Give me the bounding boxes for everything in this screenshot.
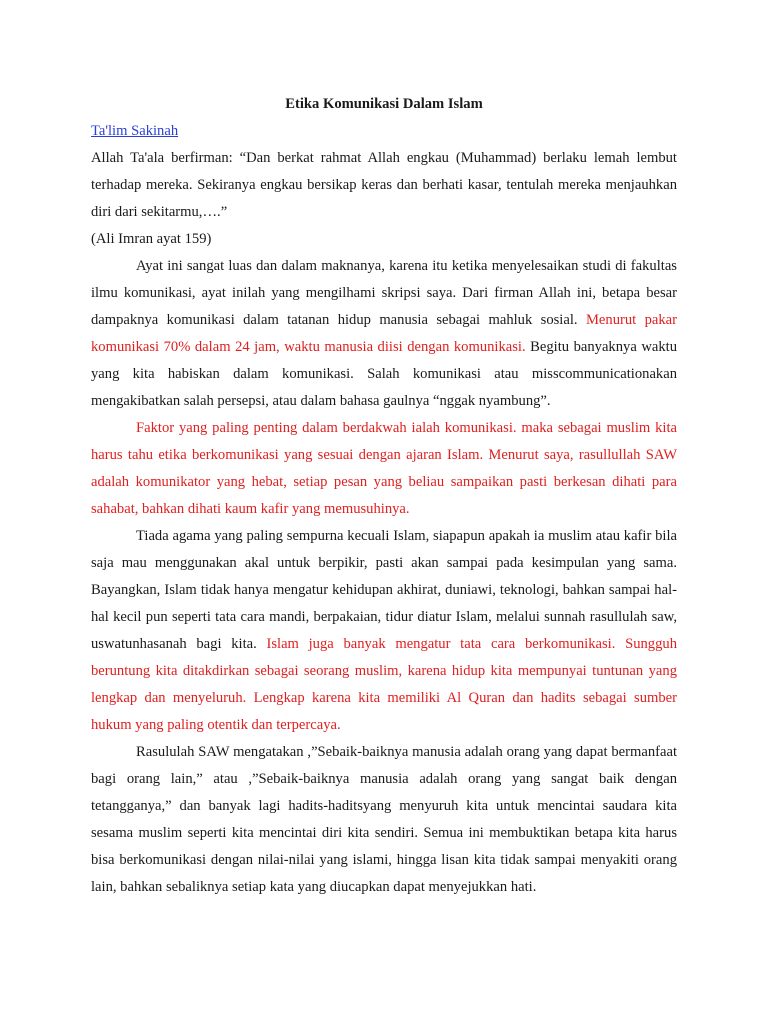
paragraph-2-highlight: Faktor yang paling penting dalam berdakwah ialah komunikasi. maka sebagai muslim kita harus tahu etika berkomunikasi yang sesuai dengan ajaran Islam. Menurut saya, rasullullah SAW adalah komunikator yang hebat, setiap pesan yang beliau sampaikan pasti berkesan dihati para sahabat, bahkan dihati kaum kafir yang memusuhinya. xyxy=(91,420,677,517)
paragraph-3-text: Tiada agama yang paling sempurna kecuali Islam, siapapun apakah ia muslim atau kafir bila saja mau menggunakan akal untuk berpikir, pasti akan sampai pada kesimpulan yang sama. Bayangkan, Islam tidak hanya mengatur kehidupan akhirat, duniawi, teknologi, bahkan sampai hal-hal kecil pun seperti tata cara mandi, berpakaian, tidur diatur Islam, melalui sunnah rasullulah saw, uswatunhasanah bagi kita. xyxy=(91,528,677,652)
document-page xyxy=(91,91,677,901)
paragraph-4: Rasululah SAW mengatakan ,”Sebaik-baiknya manusia adalah orang yang dapat bermanfaat bagi orang lain,” atau ,”Sebaik-baiknya manusia adalah orang yang sangat baik dengan tetangganya,” dan banyak lagi hadits-haditsyang menyuruh kita untuk mencintai saudara kita sesama muslim seperti kita mencintai diri kita sendiri. Semua ini membuktikan betapa kita harus bisa berkomunikasi dengan nilai-nilai yang islami, hingga lisan kita tidak sampai menyakiti orang lain, bahkan sebaliknya setiap kata yang diucapkan dapat menyejukkan hati. xyxy=(91,744,677,895)
quote-paragraph: Allah Ta'ala berfirman: “Dan berkat rahmat Allah engkau (Muhammad) berlaku lemah lembut terhadap mereka. Sekiranya engkau bersikap keras dan berhati kasar, tentulah mereka menjauhkan diri dari sekitarmu,….” xyxy=(91,150,677,220)
paragraph-3-highlight: Islam juga banyak mengatur tata cara berkomunikasi. Sungguh beruntung kita ditakdirkan sebagai seorang muslim, karena hidup kita mempunyai tuntunan yang lengkap dan menyeluruh. Lengkap karena kita memiliki Al Quran dan hadits sebagai sumber hukum yang paling otentik dan terpercaya. xyxy=(91,636,677,733)
paragraph-3 xyxy=(91,523,677,739)
paragraph-1-text-b: Begitu banyaknya waktu yang kita habiskan dalam komunikasi. Salah komunikasi atau misscommunicationakan mengakibatkan salah persepsi, atau dalam bahasa gaulnya “nggak nyambung”. xyxy=(91,339,677,409)
author-link[interactable]: Ta'lim Sakinah xyxy=(91,123,179,139)
paragraph-1-highlight: Menurut pakar komunikasi 70% dalam 24 jam, waktu manusia diisi dengan komunikasi. xyxy=(91,312,677,355)
document-title: Etika Komunikasi Dalam Islam xyxy=(285,96,483,112)
citation: (Ali Imran ayat 159) xyxy=(91,231,212,247)
paragraph-1 xyxy=(91,253,677,415)
paragraph-1-text-a: Ayat ini sangat luas dan dalam maknanya, karena itu ketika menyelesaikan studi di fakultas ilmu komunikasi, ayat inilah yang mengilhami skripsi saya. Dari firman Allah ini, betapa besar dampaknya komunikasi dalam tatanan hidup manusia sebagai mahluk sosial. xyxy=(91,258,677,328)
